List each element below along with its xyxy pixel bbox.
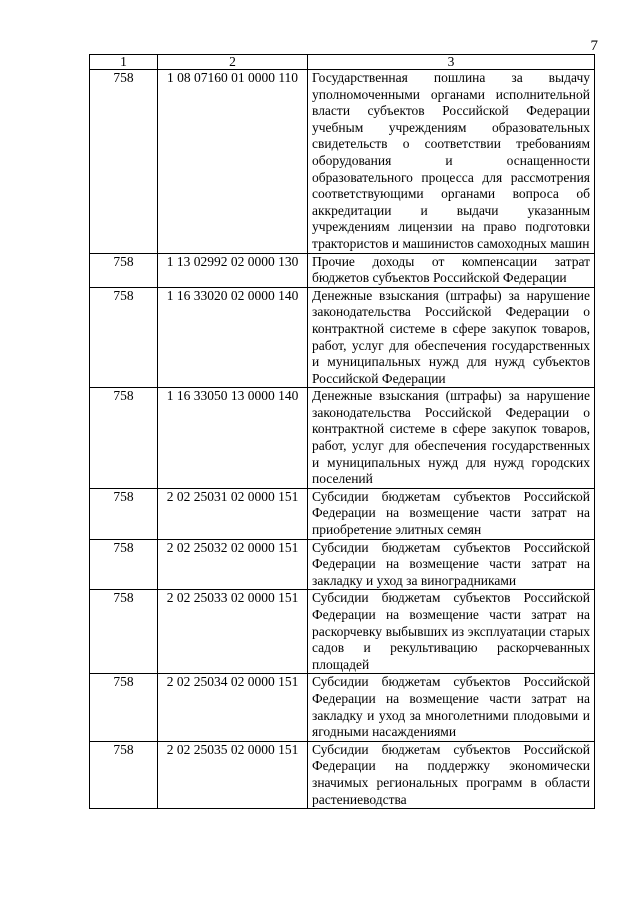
table-row	[90, 590, 595, 674]
budget-code-cell: 2 02 25033 02 0000 151	[158, 590, 308, 674]
admin-code-cell: 758	[90, 287, 158, 388]
header-cell-code: 2	[158, 55, 308, 70]
table-row	[90, 741, 595, 808]
revenue-name-cell: Субсидии бюджетам субъектов Российской Федерации на возмещение части затрат на закладку и уход за виноградниками	[308, 539, 595, 590]
revenue-name-cell: Прочие доходы от компенсации затрат бюджетов субъектов Российской Федерации	[308, 253, 595, 287]
table-row	[90, 388, 595, 489]
table-row	[90, 539, 595, 590]
budget-code-cell: 2 02 25031 02 0000 151	[158, 488, 308, 539]
revenue-name-cell: Субсидии бюджетам субъектов Российской Федерации на возмещение части затрат на приобретение элитных семян	[308, 488, 595, 539]
admin-code-cell: 758	[90, 674, 158, 741]
header-cell-name: 3	[308, 55, 595, 70]
budget-code-cell: 1 08 07160 01 0000 110	[158, 70, 308, 254]
table-row	[90, 287, 595, 388]
admin-code-cell: 758	[90, 741, 158, 808]
revenue-name-cell: Субсидии бюджетам субъектов Российской Федерации на возмещение части затрат на закладку и уход за многолетними плодовыми и ягодными насаждениями	[308, 674, 595, 741]
admin-code-cell: 758	[90, 539, 158, 590]
page-number: 7	[590, 38, 598, 54]
budget-code-cell: 2 02 25034 02 0000 151	[158, 674, 308, 741]
budget-code-cell: 2 02 25032 02 0000 151	[158, 539, 308, 590]
table-row	[90, 488, 595, 539]
admin-code-cell: 758	[90, 253, 158, 287]
admin-code-cell: 758	[90, 70, 158, 254]
revenue-name-cell: Денежные взыскания (штрафы) за нарушение законодательства Российской Федерации о контрактной системе в сфере закупок товаров, работ, услуг для обеспечения государственных и муниципальных нужд для нужд городских поселений	[308, 388, 595, 489]
budget-revenue-table	[89, 54, 595, 809]
budget-code-cell: 1 13 02992 02 0000 130	[158, 253, 308, 287]
revenue-name-cell: Субсидии бюджетам субъектов Российской Федерации на поддержку экономически значимых региональных программ в области растениеводства	[308, 741, 595, 808]
header-cell-admin: 1	[90, 55, 158, 70]
revenue-name-cell: Денежные взыскания (штрафы) за нарушение законодательства Российской Федерации о контрактной системе в сфере закупок товаров, работ, услуг для обеспечения государственных и муниципальных нужд для нужд субъектов Российской Федерации	[308, 287, 595, 388]
revenue-name-cell: Субсидии бюджетам субъектов Российской Федерации на возмещение части затрат на раскорчевку выбывших из эксплуатации старых садов и рекультивацию раскорчеванных площадей	[308, 590, 595, 674]
budget-code-cell: 1 16 33020 02 0000 140	[158, 287, 308, 388]
table-row	[90, 253, 595, 287]
table-row	[90, 674, 595, 741]
table-header-row	[90, 55, 595, 70]
budget-code-cell: 2 02 25035 02 0000 151	[158, 741, 308, 808]
admin-code-cell: 758	[90, 488, 158, 539]
table-row	[90, 70, 595, 254]
admin-code-cell: 758	[90, 388, 158, 489]
budget-code-cell: 1 16 33050 13 0000 140	[158, 388, 308, 489]
admin-code-cell: 758	[90, 590, 158, 674]
revenue-name-cell: Государственная пошлина за выдачу уполномоченными органами исполнительной власти субъектов Российской Федерации учебным учреждениям образовательных свидетельств о соответствии требованиям оборудования и оснащенности образовательного процесса для рассмотрения соответствующими органами вопроса об аккредитации и выдачи указанным учреждениям лицензии на право подготовки трактористов и машинистов самоходных машин	[308, 70, 595, 254]
